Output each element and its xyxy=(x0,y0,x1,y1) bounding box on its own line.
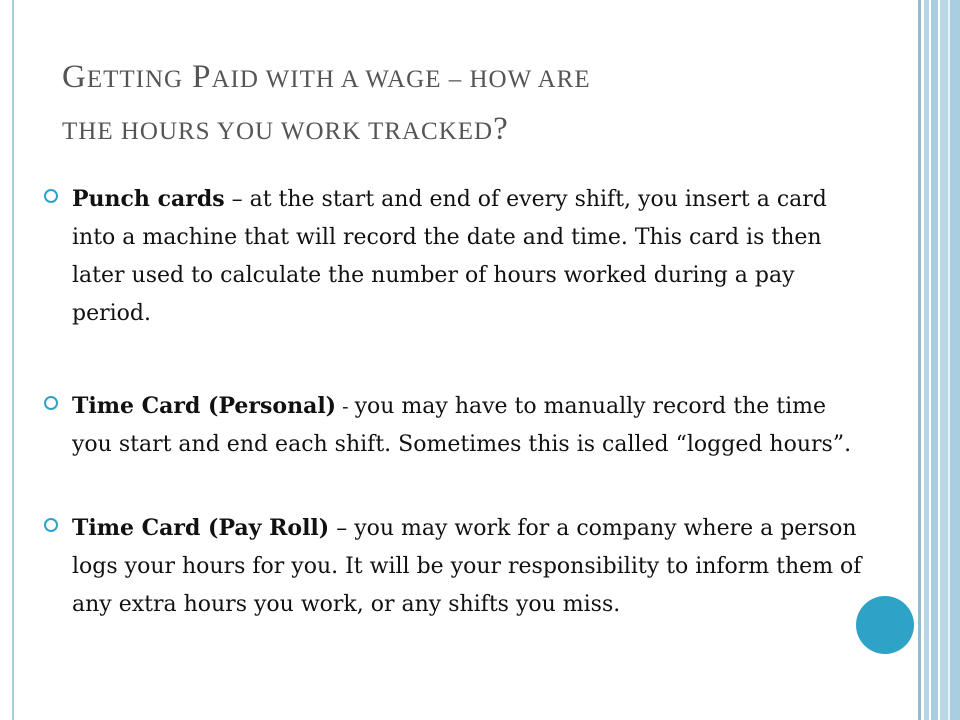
decorative-circle xyxy=(856,596,914,654)
stripe xyxy=(940,0,948,720)
title-line1-rest: AID WITH A WAGE – HOW ARE xyxy=(211,66,591,93)
bullet-term: Time Card (Personal) xyxy=(72,393,337,419)
bullet-text xyxy=(72,509,862,624)
stripe xyxy=(931,0,938,720)
bullet-marker-icon xyxy=(44,396,58,410)
bullet-text xyxy=(72,387,862,464)
slide-title xyxy=(62,52,842,156)
bullet-marker-icon xyxy=(44,189,58,203)
title-question-mark: ? xyxy=(493,111,509,147)
bullet-text xyxy=(72,180,862,333)
bullet-body: – you may work for a company where a person logs your hours for you. It will be your responsibility to inform them of any extra hours you work, or any shifts you miss. xyxy=(72,516,862,617)
bullet-body: – at the start and end of every shift, you insert a card into a machine that will record the date and time. This card is then later used to calculate the number of hours worked during a pay period. xyxy=(72,187,827,326)
stripe xyxy=(950,0,960,720)
decorative-stripes xyxy=(918,0,960,720)
bullet-marker-icon xyxy=(44,518,58,532)
bullet-term: Punch cards xyxy=(72,186,225,212)
bullet-separator: - xyxy=(336,396,355,418)
left-border-line xyxy=(12,0,14,720)
title-word-etting: ETTING xyxy=(86,66,184,93)
bullet-term: Time Card (Pay Roll) xyxy=(72,515,330,541)
bullet-body: you may have to manually record the time you start and end each shift. Sometimes this is called “logged hours”. xyxy=(72,394,852,457)
title-cap-p: P xyxy=(192,59,212,95)
title-cap-g: G xyxy=(62,59,87,95)
title-line2: THE HOURS YOU WORK TRACKED xyxy=(62,118,494,145)
